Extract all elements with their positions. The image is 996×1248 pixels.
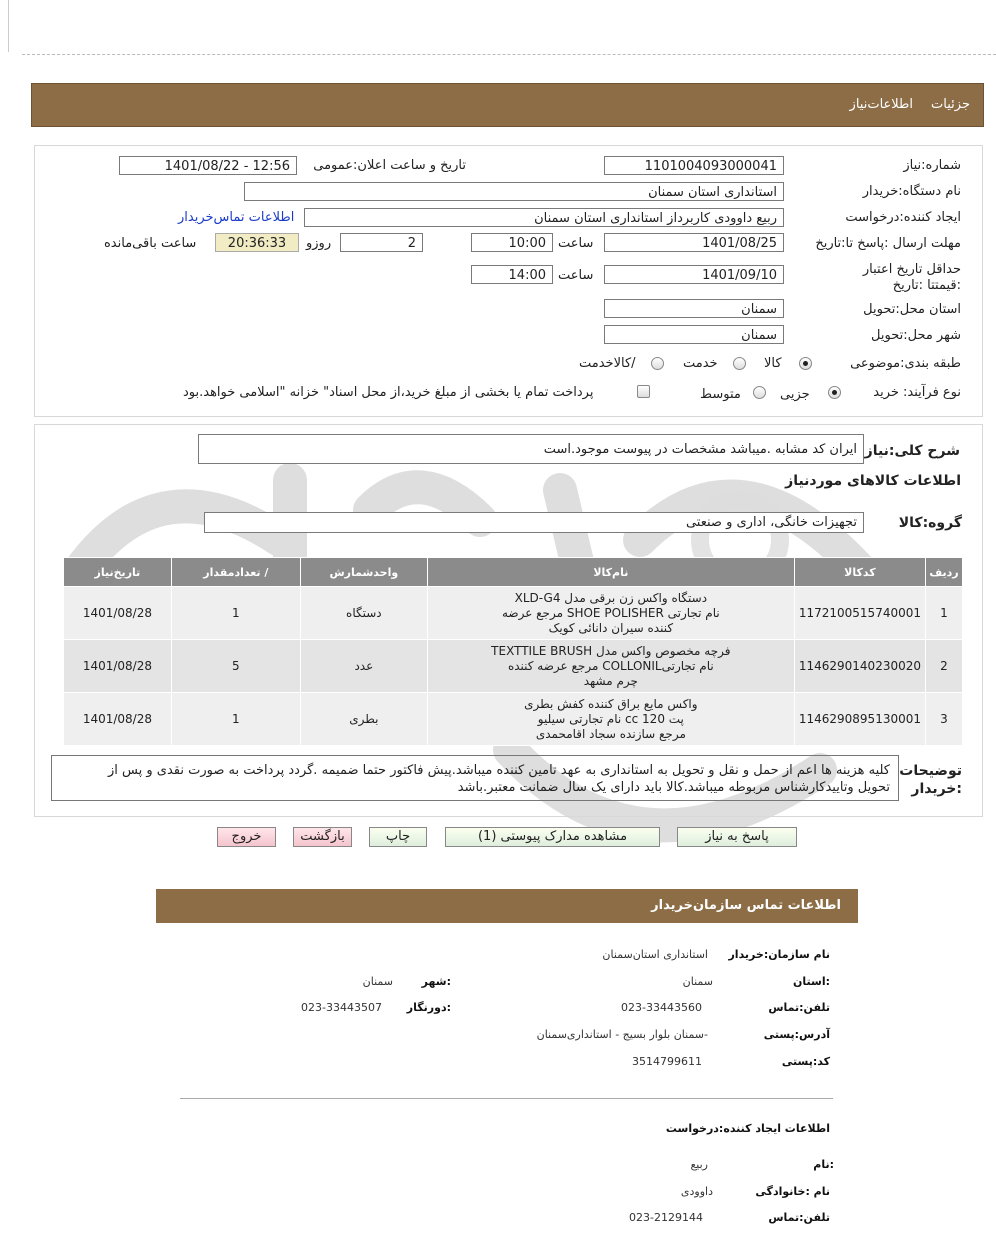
table-row	[64, 640, 963, 693]
need-summary-field: ایران کد مشابه .میباشد مشخصات در پیوست موجود.است	[198, 434, 864, 464]
notes-label	[899, 762, 962, 798]
org-label: نام سازمان:خریدار	[728, 948, 830, 961]
process-partial-label: جزیی	[780, 387, 810, 402]
table-header-row	[64, 558, 963, 587]
notes-label-line2: :خریدار	[911, 781, 962, 797]
cell-index: 2	[926, 640, 963, 693]
phone-label: تلفن:تماس	[768, 1001, 830, 1014]
fax-label: :دورنگار	[406, 1001, 451, 1014]
category-goods-radio[interactable]	[799, 357, 812, 370]
table-row	[64, 693, 963, 746]
category-label: طبقه بندی:موضوعی	[850, 356, 961, 371]
cell-unit: دستگاه	[300, 587, 427, 640]
province-info-value: سمنان	[682, 975, 713, 988]
deadline-time-word: ساعت	[558, 236, 594, 251]
table-row	[64, 587, 963, 640]
province-field: سمنان	[604, 299, 784, 318]
cell-code: 1146290140230020	[794, 640, 925, 693]
announce-field: 1401/08/22 - 12:56	[119, 156, 297, 175]
header-name: نام‌کالا	[427, 558, 794, 587]
validity-time-word: ساعت	[558, 268, 594, 283]
print-button[interactable]: چاپ	[369, 827, 427, 847]
contact-info-link[interactable]: اطلاعات تماس‌خریدار	[178, 210, 295, 225]
goods-group-field: تجهیزات خانگی، اداری و صنعتی	[204, 512, 864, 533]
process-medium-radio[interactable]	[753, 386, 766, 399]
cell-qty: 1	[171, 587, 300, 640]
name-line: نام تجارتیCOLLONIL مرجع عرضه کننده	[507, 658, 714, 673]
province-info-label: :استان	[793, 975, 830, 988]
creator-name-label: :نام	[813, 1158, 834, 1171]
cell-date: 1401/08/28	[64, 587, 172, 640]
cell-unit: بطری	[300, 693, 427, 746]
notes-label-line1: توضیحات	[899, 763, 962, 779]
buyer-label: نام دستگاه:خریدار	[862, 184, 961, 199]
cell-name	[427, 640, 794, 693]
cell-unit: عدد	[300, 640, 427, 693]
treasury-payment-text: پرداخت تمام یا بخشی از مبلغ خرید،از محل اسناد" خزانه "اسلامی خواهد.بود	[183, 385, 594, 400]
back-button[interactable]: بازگشت	[293, 827, 352, 847]
address-label: آدرس:پستی	[763, 1028, 830, 1041]
postal-label: کد:پستی	[781, 1055, 830, 1068]
days-word: روزو	[306, 236, 332, 251]
cell-name	[427, 693, 794, 746]
remaining-time: 20:36:33	[215, 233, 299, 252]
deadline-time-field: 10:00	[471, 233, 553, 252]
fax-value: 023-33443507	[301, 1001, 382, 1014]
process-medium-label: متوسط	[700, 387, 741, 402]
province-label: استان محل:تحویل	[863, 302, 961, 317]
name-line: چرم مشهد	[583, 673, 638, 688]
name-line: پت 120 cc نام تجارتی سیلیو	[537, 711, 684, 726]
cell-name	[427, 587, 794, 640]
creator-phone-value: 023-2129144	[629, 1211, 703, 1224]
cell-index: 3	[926, 693, 963, 746]
address-value: -سمنان بلوار بسیج - استانداری‌سمنان	[536, 1028, 708, 1041]
creator-label: ایجاد کننده:درخواست	[845, 210, 961, 225]
view-attachments-button[interactable]: مشاهده مدارک پیوستی (1)	[445, 827, 660, 847]
goods-info-label: اطلاعات کالاهای موردنیاز	[785, 473, 961, 489]
buyer-field: استانداری استان سمنان	[244, 182, 784, 201]
cell-index: 1	[926, 587, 963, 640]
creator-phone-label: تلفن:تماس	[768, 1211, 830, 1224]
cell-code: 1172100515740001	[794, 587, 925, 640]
tab-need-info[interactable]: اطلاعات‌نیاز	[849, 97, 913, 112]
name-line: کننده سیران دانائی کویک	[548, 620, 674, 635]
frame-edge	[8, 0, 9, 52]
phone-value: 023-33443560	[621, 1001, 702, 1014]
header-index: ردیف	[926, 558, 963, 587]
creator-family-value: داوودی	[680, 1185, 713, 1198]
deadline-date-field: 1401/08/25	[604, 233, 784, 252]
creator-field: ربیع داوودی کاربرداز استانداری استان سمنان	[304, 208, 784, 227]
contact-header: اطلاعات تماس سازمان‌خریدار	[651, 898, 841, 913]
cell-qty: 1	[171, 693, 300, 746]
name-line: مرجع سازنده سجاد اقامحمدی	[535, 726, 686, 741]
goods-group-label: گروه:کالا	[898, 515, 962, 531]
cell-date: 1401/08/28	[64, 640, 172, 693]
category-service-radio[interactable]	[733, 357, 746, 370]
notes-field	[51, 755, 899, 801]
validity-date-field: 1401/09/10	[604, 265, 784, 284]
days-field: 2	[340, 233, 423, 252]
header-code: کدکالا	[794, 558, 925, 587]
exit-button[interactable]: خروج	[217, 827, 276, 847]
notes-line1: کلیه هزینه ها اعم از حمل و نقل و تحویل به استانداری به عهد تامین کننده میباشد.پیش فاکتور حتما ضمیمه .گردد پرداخت به صورت نقدی و پس از	[108, 763, 890, 778]
need-no-label: شماره:نیاز	[903, 158, 961, 173]
category-service-label: خدمت	[683, 356, 718, 371]
category-both-radio[interactable]	[651, 357, 664, 370]
cell-code: 1146290895130001	[794, 693, 925, 746]
cell-qty: 5	[171, 640, 300, 693]
city-label: شهر محل:تحویل	[871, 328, 961, 343]
goods-table	[63, 557, 963, 746]
name-line: نام تجارتی SHOE POLISHER مرجع عرضه	[501, 605, 720, 620]
tab-bar	[31, 83, 984, 127]
city-info-value: سمنان	[362, 975, 393, 988]
creator-name-value: ربیع	[690, 1158, 708, 1171]
creator-family-label: نام :خانوادگی	[755, 1185, 830, 1198]
treasury-payment-checkbox[interactable]	[637, 385, 650, 398]
deadline-label: مهلت ارسال :پاسخ تا:تاریخ	[815, 236, 961, 251]
need-summary-label: شرح کلی:نیاز	[864, 443, 960, 459]
contact-divider	[180, 1098, 833, 1099]
category-goods-label: کالا	[764, 356, 782, 371]
contact-header-bar	[156, 889, 858, 923]
top-divider	[22, 54, 996, 55]
announce-label: تاریخ و ساعت اعلان:عمومی	[313, 158, 466, 173]
name-line: واکس مایع براق کننده کفش بطری	[524, 696, 698, 711]
tab-details[interactable]: جزئیات	[931, 97, 970, 112]
process-label: نوع فرآیند: خرید	[873, 385, 961, 400]
need-no-field: 1101004093000041	[604, 156, 784, 175]
header-unit: واحدشمارش	[300, 558, 427, 587]
name-line: فرچه مخصوص واکس مدل TEXTTILE BRUSH	[491, 643, 731, 658]
validity-time-field: 14:00	[471, 265, 553, 284]
name-line: دستگاه واکس زن برقی مدل XLD-G4	[514, 590, 708, 605]
notes-line2: تحویل وتاییدکارشناس مربوطه میباشد.کالا باید دارای یک سال ضمانت معتبر.باشد	[457, 780, 890, 795]
cell-date: 1401/08/28	[64, 693, 172, 746]
city-info-label: :شهر	[421, 975, 451, 988]
process-partial-radio[interactable]	[828, 386, 841, 399]
header-qty: / تعدادمقدار	[171, 558, 300, 587]
postal-value: 3514799611	[632, 1055, 702, 1068]
org-value: استانداری استان‌سمنان	[602, 948, 708, 961]
city-field: سمنان	[604, 325, 784, 344]
validity-label: حداقل تاریخ اعتبار :قیمتتا :تاریخ	[862, 262, 961, 293]
creator-info-header: اطلاعات ایجاد کننده:درخواست	[665, 1122, 830, 1135]
remaining-label: ساعت باقی‌مانده	[104, 236, 197, 251]
reply-button[interactable]: پاسخ به نیاز	[677, 827, 797, 847]
header-date: تاریخ‌نیاز	[64, 558, 172, 587]
category-both-label: /کالاخدمت	[579, 356, 636, 371]
